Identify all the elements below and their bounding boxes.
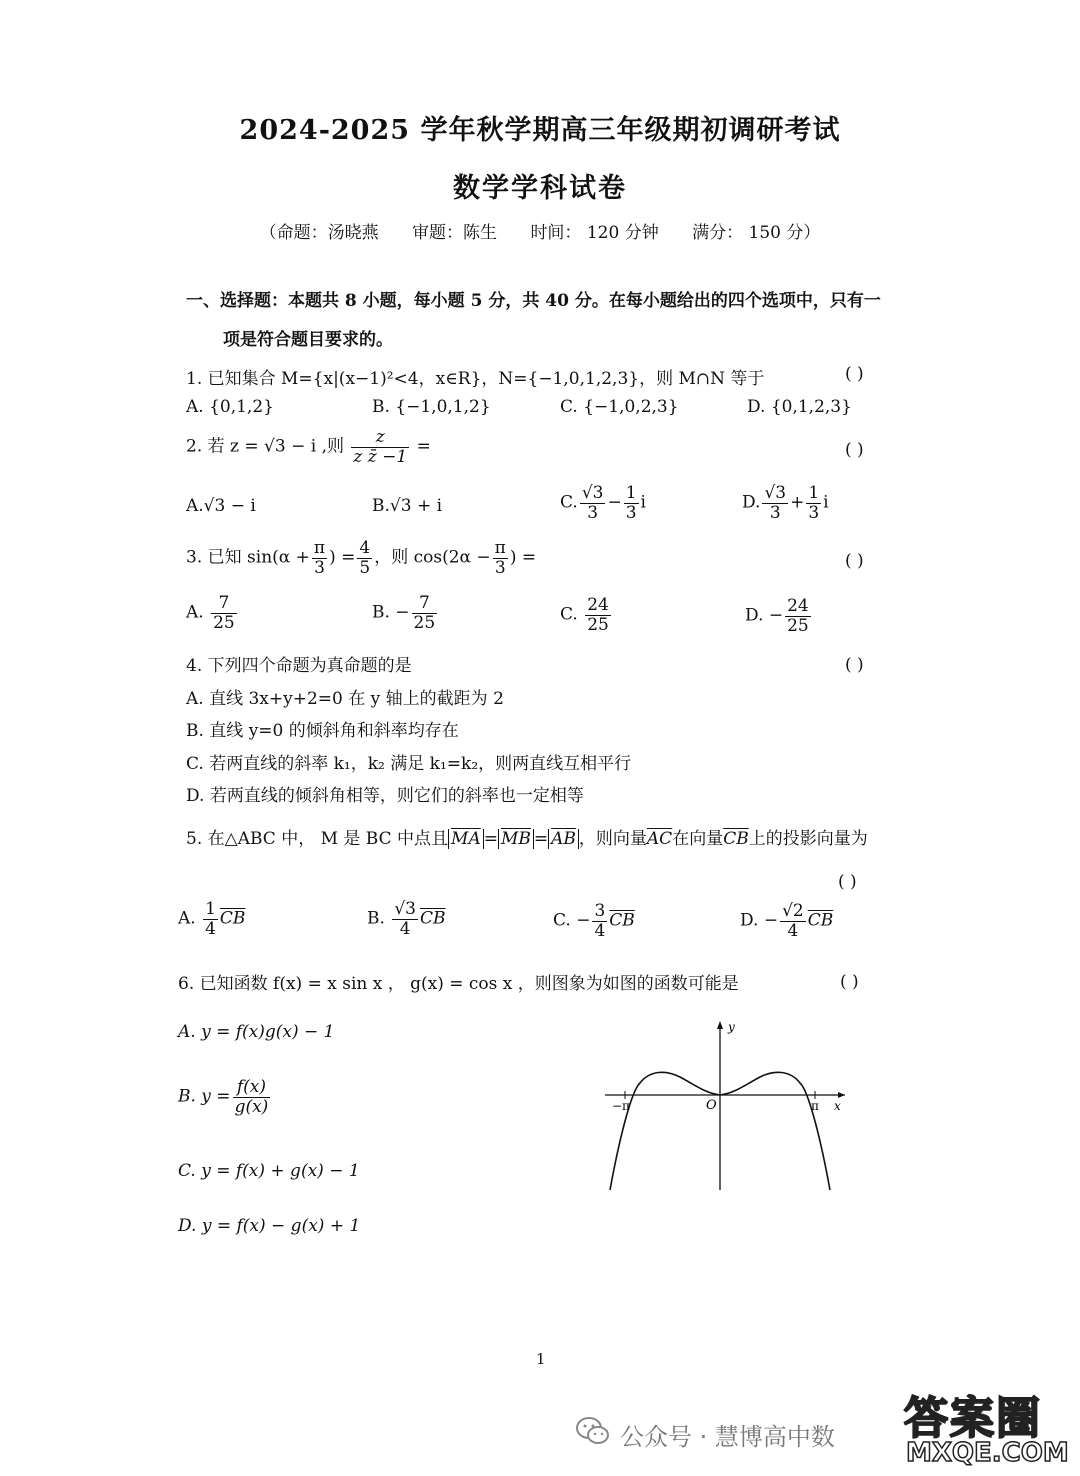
q4-option-d: D. 若两直线的倾斜角相等，则它们的斜率也一定相等 bbox=[186, 786, 584, 806]
wechat-icon bbox=[575, 1416, 611, 1446]
q5-c-n: 3 bbox=[594, 901, 606, 921]
q5-stem bbox=[186, 824, 868, 849]
q5-pre: 5. 在△ABC 中， M 是 BC 中点且 bbox=[186, 829, 449, 849]
q5-b-label: B. bbox=[367, 908, 385, 929]
q2-stem-post: = bbox=[416, 436, 431, 457]
q3-c-frac bbox=[585, 596, 611, 634]
watermark-bottom-text: MXQE.COM bbox=[906, 1438, 1069, 1468]
q6-option-a: A. y = f(x)g(x) − 1 bbox=[178, 1022, 335, 1042]
q3-d-frac bbox=[785, 597, 811, 635]
footer-brand: 公众号 · 慧博高中数 bbox=[620, 1423, 835, 1451]
q1-option-d: D. {0,1,2,3} bbox=[747, 397, 852, 417]
q4-option-a: A. 直线 3x+y+2=0 在 y 轴上的截距为 2 bbox=[186, 689, 504, 709]
q2-stem-pre: 2. 若 z = √3 − i ,则 bbox=[186, 436, 344, 457]
q5-option-b bbox=[367, 900, 445, 938]
q3-stem bbox=[186, 539, 536, 577]
q6-b-n: f(x) bbox=[233, 1078, 271, 1098]
q5-b-n: √3 bbox=[394, 899, 416, 919]
q5-d-label: D. − bbox=[740, 910, 779, 931]
exam-time: 时间： 120 分钟 bbox=[530, 223, 659, 243]
q5-vec-mb: $\overline{MB}$ bbox=[500, 829, 531, 849]
q2-option-c bbox=[560, 484, 646, 522]
q3-post: ) = bbox=[509, 547, 537, 568]
q5-c-d: 4 bbox=[594, 920, 606, 941]
q3-b-n: 7 bbox=[412, 594, 438, 614]
page-number: 1 bbox=[536, 1350, 546, 1368]
q5-b-frac bbox=[392, 900, 418, 938]
q2-d-n2: 1 bbox=[808, 483, 820, 503]
q3-option-a bbox=[186, 594, 239, 632]
q5-a-vec: $\overline{CB}$ bbox=[219, 908, 246, 929]
q3-option-c bbox=[560, 596, 613, 634]
q2-d-post: i bbox=[823, 492, 829, 513]
answer-watermark bbox=[900, 1380, 1076, 1472]
section-heading-line2: 项是符合题目要求的。 bbox=[223, 330, 393, 350]
q2-d-mid: + bbox=[790, 492, 805, 513]
q5-option-a bbox=[178, 900, 245, 938]
exam-info bbox=[0, 218, 1080, 243]
q6-b-frac bbox=[233, 1078, 271, 1116]
q5-vec-ac: $\overline{AC}$ bbox=[646, 829, 673, 849]
q6-answer-paren: ( ) bbox=[840, 972, 859, 992]
q2-c-d1: 3 bbox=[587, 502, 599, 523]
y-axis-arrow bbox=[717, 1021, 723, 1029]
pos-pi-label: π bbox=[811, 1099, 819, 1113]
q5-eq1: = bbox=[483, 829, 498, 849]
q5-answer-paren: ( ) bbox=[838, 872, 857, 892]
q5-d-frac bbox=[780, 902, 806, 940]
q5-d-vec: $\overline{CB}$ bbox=[807, 910, 834, 931]
origin-label: O bbox=[706, 1098, 717, 1113]
q3-n3: π bbox=[494, 538, 506, 558]
watermark-top-text: 答案圈 bbox=[904, 1393, 1042, 1444]
exam-reviewer: 审题：陈生 bbox=[412, 223, 498, 243]
q2-c-label: C. bbox=[560, 492, 578, 513]
q3-c-n: 24 bbox=[587, 595, 609, 615]
q2-answer-paren: ( ) bbox=[845, 440, 864, 460]
q2-d-d2: 3 bbox=[808, 502, 820, 523]
q2-den: z z̄ −1 bbox=[353, 446, 408, 467]
q2-c-frac1 bbox=[580, 484, 606, 522]
q2-fraction bbox=[351, 428, 409, 466]
q6-b-label: B. y = bbox=[178, 1086, 231, 1107]
q5-a-d: 4 bbox=[205, 918, 216, 939]
q4-option-b: B. 直线 y=0 的倾斜角和斜率均存在 bbox=[186, 721, 459, 741]
q5-option-d bbox=[740, 902, 833, 940]
q5-c-frac bbox=[592, 902, 607, 940]
q2-c-post: i bbox=[640, 492, 646, 513]
q3-d-d: 25 bbox=[787, 615, 809, 636]
q3-a-label: A. bbox=[186, 602, 204, 623]
q2-c-mid: − bbox=[607, 492, 622, 513]
q4-option-c: C. 若两直线的斜率 k₁，k₂ 满足 k₁=k₂，则两直线互相平行 bbox=[186, 754, 632, 774]
exam-score: 满分： 150 分） bbox=[692, 223, 821, 243]
q5-post: 上的投影向量为 bbox=[748, 829, 868, 849]
q3-option-d bbox=[745, 597, 813, 635]
q2-option-b: B.√3 + i bbox=[372, 496, 443, 516]
q2-d-n1: √3 bbox=[764, 483, 787, 503]
q3-d3: 3 bbox=[494, 557, 506, 578]
q3-option-b bbox=[372, 594, 439, 632]
q2-c-d2: 3 bbox=[625, 502, 637, 523]
q6-b-d: g(x) bbox=[234, 1096, 269, 1117]
q6-stem: 6. 已知函数 f(x) = x sin x ， g(x) = cos x ，则图象为如图的函数可能是 bbox=[178, 974, 739, 994]
q2-c-n2: 1 bbox=[625, 483, 637, 503]
q2-option-d bbox=[742, 484, 829, 522]
q5-b-d: 4 bbox=[399, 918, 411, 939]
q3-mid2: ，则 cos(2α − bbox=[374, 547, 491, 568]
q3-mid1: ) = bbox=[329, 547, 356, 568]
q5-b-vec: $\overline{CB}$ bbox=[419, 908, 446, 929]
y-label: y bbox=[728, 1020, 735, 1034]
q2-option-a: A.√3 − i bbox=[186, 496, 256, 516]
q3-frac2 bbox=[357, 539, 372, 577]
q5-c-vec: $\overline{CB}$ bbox=[609, 910, 635, 931]
exam-title: 2024-2025 学年秋学期高三年级期初调研考试 bbox=[239, 115, 841, 146]
q5-c-label: C. − bbox=[553, 910, 591, 931]
q3-d-n: 24 bbox=[787, 596, 809, 616]
q3-frac1 bbox=[312, 539, 327, 577]
q1-option-a: A. {0,1,2} bbox=[186, 397, 274, 417]
q3-n1: π bbox=[313, 538, 326, 558]
q3-frac3 bbox=[493, 539, 508, 577]
q5-vec-ma: $\overline{MA}$ bbox=[451, 829, 481, 849]
q2-d-frac1 bbox=[762, 484, 788, 522]
q2-d-frac2 bbox=[806, 484, 821, 522]
q5-a-frac bbox=[203, 900, 218, 938]
q2-d-label: D. bbox=[742, 492, 761, 513]
q3-c-label: C. bbox=[560, 604, 578, 625]
q5-eq2: = bbox=[533, 829, 549, 849]
q4-stem: 4. 下列四个命题为真命题的是 bbox=[186, 656, 412, 676]
q3-b-frac bbox=[412, 594, 438, 632]
q3-b-label: B. − bbox=[372, 602, 410, 623]
q5-mid: ，则向量 bbox=[578, 829, 647, 849]
q1-option-b: B. {−1,0,1,2} bbox=[372, 397, 491, 417]
q2-c-n1: √3 bbox=[581, 483, 604, 503]
q3-b-d: 25 bbox=[413, 612, 436, 633]
q6-option-c: C. y = f(x) + g(x) − 1 bbox=[178, 1161, 360, 1181]
q2-c-frac2 bbox=[624, 484, 639, 522]
q1-stem: 1. 已知集合 M={x|(x−1)²<4，x∈R}，N={−1,0,1,2,3}，则 M∩N 等于 bbox=[186, 369, 765, 389]
q2-num: z bbox=[351, 428, 409, 448]
q5-d-n: √2 bbox=[782, 901, 804, 921]
q6-function-graph bbox=[600, 1015, 850, 1195]
q3-a-d: 25 bbox=[213, 612, 235, 633]
q3-d2: 5 bbox=[359, 557, 371, 578]
q1-option-c: C. {−1,0,2,3} bbox=[560, 397, 679, 417]
q5-a-label: A. bbox=[178, 908, 196, 929]
q2-d-d1: 3 bbox=[769, 502, 781, 523]
q3-a-n: 7 bbox=[211, 594, 237, 614]
q3-c-d: 25 bbox=[587, 614, 609, 635]
exam-subtitle: 数学学科试卷 bbox=[453, 173, 627, 204]
q3-d1: 3 bbox=[314, 557, 325, 578]
x-axis-arrow bbox=[838, 1092, 845, 1098]
q3-n2: 4 bbox=[359, 538, 371, 558]
q6-option-d: D. y = f(x) − g(x) + 1 bbox=[178, 1216, 361, 1236]
q4-answer-paren: ( ) bbox=[845, 655, 864, 675]
exam-author: （命题：汤晓燕 bbox=[259, 223, 379, 243]
q5-d-d: 4 bbox=[787, 920, 799, 941]
q3-a-frac bbox=[211, 594, 237, 632]
q5-option-c bbox=[553, 902, 635, 940]
q5-vec-cb: $\overline{CB}$ bbox=[723, 829, 749, 849]
neg-pi-label: −π bbox=[612, 1099, 630, 1113]
q1-answer-paren: ( ) bbox=[845, 364, 864, 384]
q6-option-b bbox=[178, 1078, 272, 1116]
q3-pre: 3. 已知 sin(α + bbox=[186, 547, 310, 568]
x-label: x bbox=[834, 1099, 841, 1113]
section-heading-line1: 一、选择题：本题共 8 小题，每小题 5 分，共 40 分。在每小题给出的四个选项中，只有一 bbox=[186, 291, 881, 311]
q5-a-n: 1 bbox=[205, 899, 216, 919]
q5-vec-ab: $\overline{AB}$ bbox=[551, 829, 576, 849]
q3-answer-paren: ( ) bbox=[845, 551, 864, 571]
q3-d-label: D. − bbox=[745, 605, 784, 626]
q2-stem bbox=[186, 428, 431, 466]
q5-mid2: 在向量 bbox=[672, 829, 724, 849]
